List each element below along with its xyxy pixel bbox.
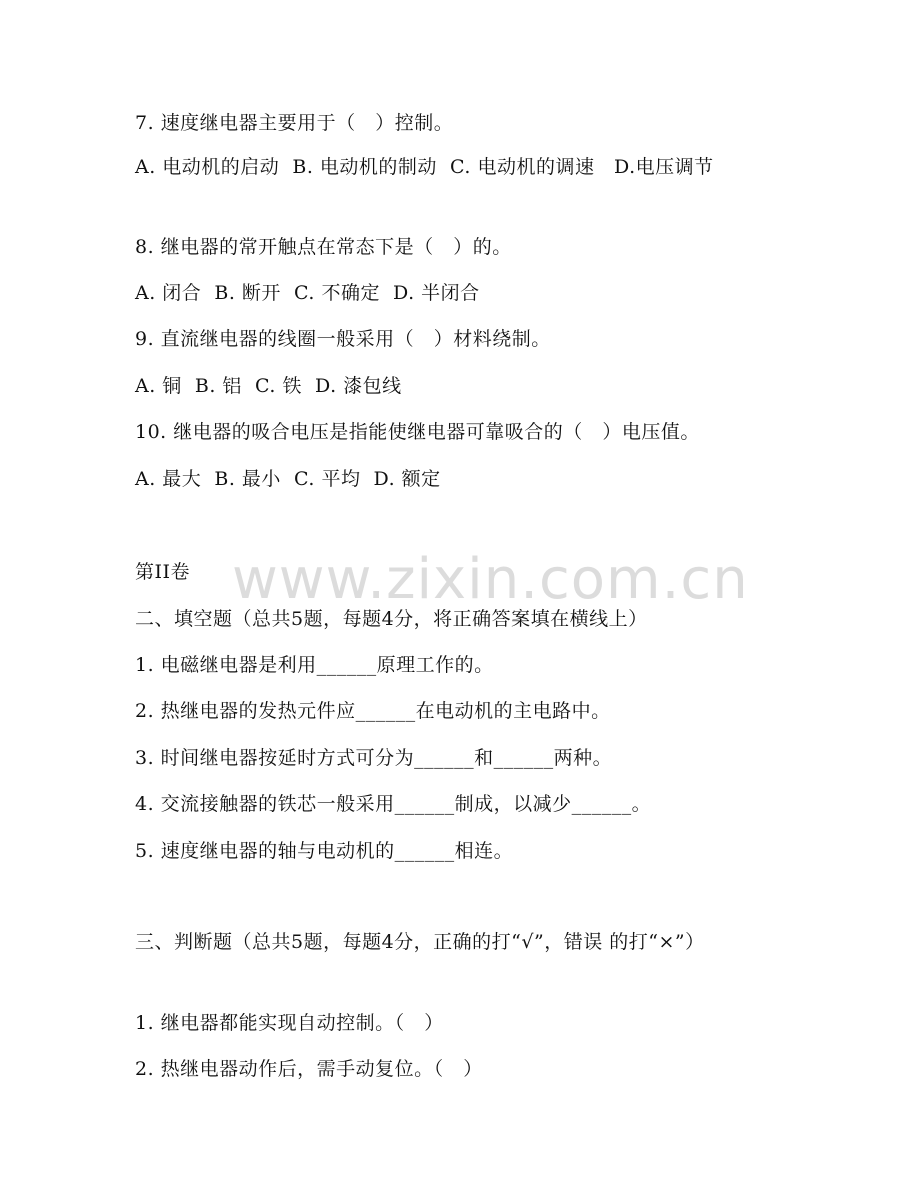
question-8: 8. 继电器的常开触点在常态下是（ ）的。 <box>135 236 512 258</box>
judge-question-2: 2. 热继电器动作后，需手动复位。（ ） <box>135 1058 483 1080</box>
question-7: 7. 速度继电器主要用于（ ）控制。 <box>135 112 454 134</box>
section-3-title: 三、判断题（总共5题，每题4分，正确的打“√”，错误 的打“×”） <box>135 931 705 953</box>
question-9: 9. 直流继电器的线圈一般采用（ ）材料绕制。 <box>135 328 551 350</box>
fill-question-3: 3. 时间继电器按延时方式可分为______和______两种。 <box>135 747 613 769</box>
fill-question-2: 2. 热继电器的发热元件应______在电动机的主电路中。 <box>135 700 611 722</box>
fill-question-5: 5. 速度继电器的轴与电动机的______相连。 <box>135 840 514 862</box>
question-8-options: A. 闭合 B. 断开 C. 不确定 D. 半闭合 <box>135 282 480 304</box>
question-10-options: A. 最大 B. 最小 C. 平均 D. 额定 <box>135 468 441 490</box>
question-9-options: A. 铜 B. 铝 C. 铁 D. 漆包线 <box>135 375 402 397</box>
question-10: 10. 继电器的吸合电压是指能使继电器可靠吸合的（ ）电压值。 <box>135 421 700 443</box>
watermark: www.zixin.com.cn <box>232 547 749 612</box>
question-7-options: A. 电动机的启动 B. 电动机的制动 C. 电动机的调速 D.电压调节 <box>135 156 714 178</box>
judge-question-1: 1. 继电器都能实现自动控制。（ ） <box>135 1012 444 1034</box>
fill-question-4: 4. 交流接触器的铁芯一般采用______制成，以减少______。 <box>135 793 652 815</box>
volume-heading: 第II卷 <box>135 561 191 583</box>
section-2-title: 二、填空题（总共5题，每题4分，将正确答案填在横线上） <box>135 608 648 630</box>
fill-question-1: 1. 电磁继电器是利用______原理工作的。 <box>135 654 494 676</box>
